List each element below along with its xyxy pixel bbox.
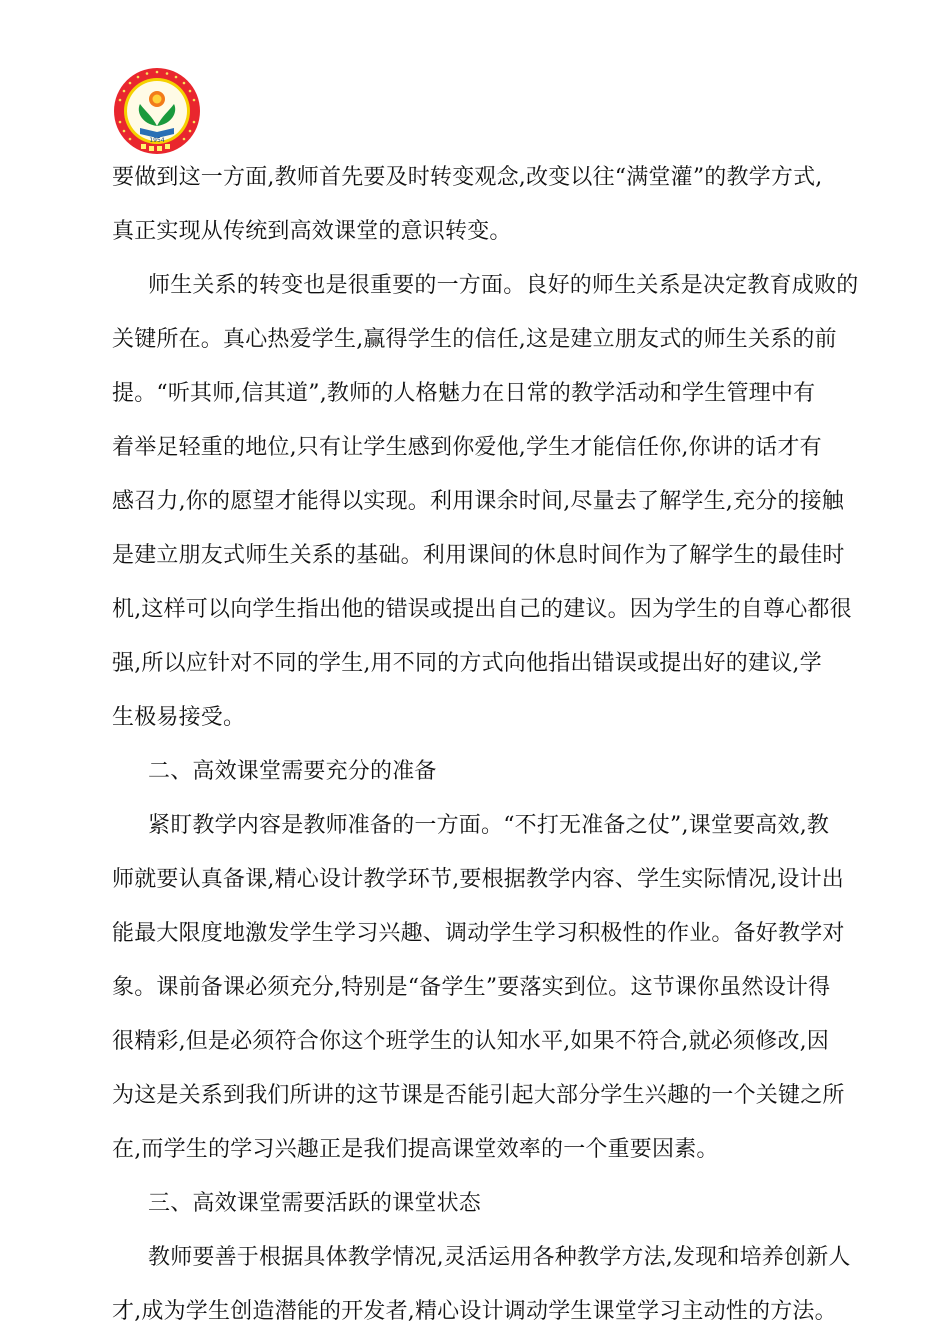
paragraph-line: 机,这样可以向学生指出他的错误或提出自己的建议。因为学生的自尊心都很 xyxy=(112,597,852,622)
paragraph-line: 紧盯教学内容是教师准备的一方面。“不打无准备之仗”,课堂要高效,教 xyxy=(148,813,830,838)
school-logo-graphic xyxy=(112,66,202,156)
school-logo xyxy=(112,66,202,156)
paragraph-line: 师就要认真备课,精心设计教学环节,要根据教学内容、学生实际情况,设计出 xyxy=(112,867,844,892)
paragraph-line: 提。“听其师,信其道”,教师的人格魅力在日常的教学活动和学生管理中有 xyxy=(112,381,816,406)
paragraph-line: 着举足轻重的地位,只有让学生感到你爱他,学生才能信任你,你讲的话才有 xyxy=(112,435,822,460)
paragraph-line: 真正实现从传统到高效课堂的意识转变。 xyxy=(112,219,512,244)
paragraph-line: 师生关系的转变也是很重要的一方面。良好的师生关系是决定教育成败的 xyxy=(148,273,859,298)
section-heading: 三、高效课堂需要活跃的课堂状态 xyxy=(148,1191,482,1216)
paragraph-line: 感召力,你的愿望才能得以实现。利用课余时间,尽量去了解学生,充分的接触 xyxy=(112,489,844,514)
paragraph-line: 才,成为学生创造潜能的开发者,精心设计调动学生课堂学习主动性的方法。 xyxy=(112,1299,837,1324)
section-heading: 二、高效课堂需要充分的准备 xyxy=(148,759,437,784)
logo-year: 1954 xyxy=(149,137,165,144)
paragraph-line: 为这是关系到我们所讲的这节课是否能引起大部分学生兴趣的一个关键之所 xyxy=(112,1083,845,1108)
paragraph-line: 是建立朋友式师生关系的基础。利用课间的休息时间作为了解学生的最佳时 xyxy=(112,543,845,568)
paragraph-line: 象。课前备课必须充分,特别是“备学生”要落实到位。这节课你虽然设计得 xyxy=(112,975,831,1000)
paragraph-line: 关键所在。真心热爱学生,赢得学生的信任,这是建立朋友式的师生关系的前 xyxy=(112,327,837,352)
paragraph-line: 要做到这一方面,教师首先要及时转变观念,改变以往“满堂灌”的教学方式, xyxy=(112,165,823,190)
paragraph-line: 强,所以应针对不同的学生,用不同的方式向他指出错误或提出好的建议,学 xyxy=(112,651,822,676)
document-body xyxy=(112,151,872,1339)
paragraph-line: 在,而学生的学习兴趣正是我们提高课堂效率的一个重要因素。 xyxy=(112,1137,719,1162)
paragraph-line: 很精彩,但是必须符合你这个班学生的认知水平,如果不符合,就必须修改,因 xyxy=(112,1029,829,1054)
paragraph-line: 生极易接受。 xyxy=(112,705,246,730)
paragraph-line: 教师要善于根据具体教学情况,灵活运用各种教学方法,发现和培养创新人 xyxy=(148,1245,851,1270)
paragraph-line: 能最大限度地激发学生学习兴趣、调动学生学习积极性的作业。备好教学对 xyxy=(112,921,845,946)
